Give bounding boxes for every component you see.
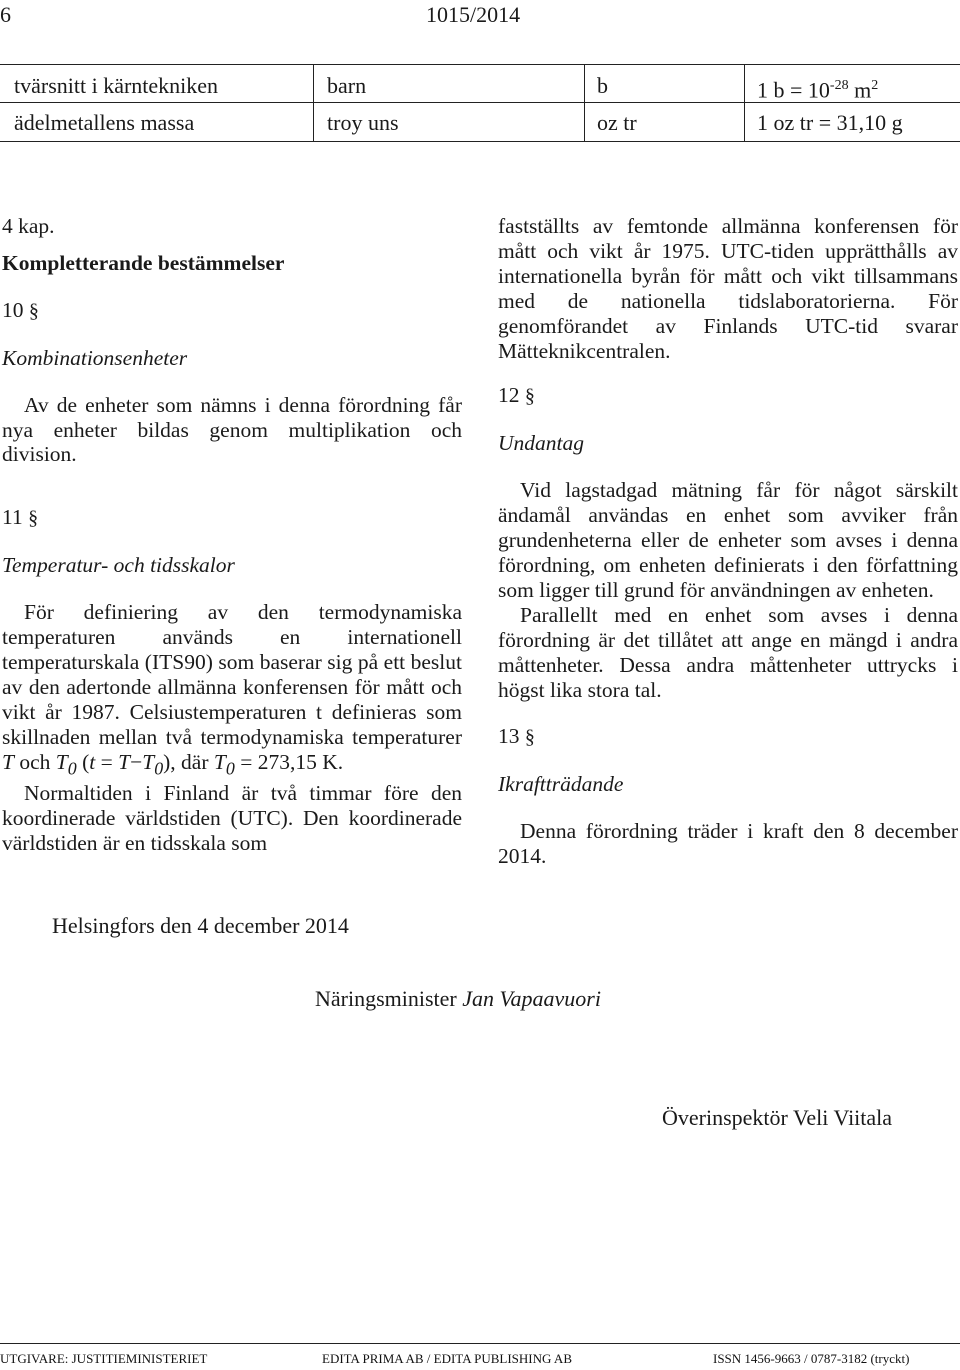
footer-printer: EDITA PRIMA AB / EDITA PUBLISHING AB (322, 1351, 572, 1366)
table-cell-definition: 1 oz tr = 31,10 g (757, 110, 903, 135)
footer-issn: ISSN 1456-9663 / 0787-3182 (tryckt) (713, 1351, 910, 1366)
section-10-number (2, 298, 462, 324)
inspector-signature: Överinspektör Veli Viitala (662, 1105, 893, 1130)
section-12-paragraph-2: Parallellt med en enhet som avses i denna förordning är det tillåtet att ange en mängd i andra måttenheter. Dessa andra måttenheter uttrycks i högst lika stora tal. (498, 602, 958, 702)
definition-exponent: -28 (829, 78, 849, 93)
table-col-divider (744, 64, 745, 142)
section-12-number (498, 383, 958, 409)
subscript-zero: 0 (154, 757, 164, 778)
section-sign: § (28, 299, 39, 322)
section-13-number (498, 724, 958, 750)
table-cell-unit: barn (327, 73, 367, 98)
table-bottom-rule (0, 141, 960, 142)
paragraph-text: och (13, 749, 56, 774)
minister-signature (315, 986, 601, 1012)
section-11-number (2, 505, 462, 531)
document-number: 1015/2014 (426, 2, 521, 27)
section-number: 13 (498, 724, 520, 749)
chapter-number: 4 kap. (2, 214, 55, 238)
page-number: 6 (0, 2, 11, 27)
symbol-T: T (55, 749, 68, 774)
table-cell-unit: troy uns (327, 110, 399, 135)
section-11-paragraph-1 (2, 600, 462, 781)
footer-rule (0, 1343, 960, 1344)
section-13-heading: Ikraftträdande (498, 772, 624, 797)
paragraph-text: = (95, 749, 119, 774)
footer-publisher: UTGIVARE: JUSTITIEMINISTERIET (0, 1351, 208, 1366)
left-column (2, 214, 462, 856)
section-11-heading: Temperatur- och tidsskalor (2, 553, 235, 578)
section-number: 10 (2, 297, 24, 322)
table-col-divider (313, 64, 314, 142)
section-10-text: Av de enheter som nämns i denna förordning får nya enheter bildas genom multiplikation och division. (2, 392, 462, 467)
subscript-zero: 0 (225, 757, 235, 778)
section-11-paragraph-2: Normaltiden i Finland är två timmar före den koordinerade världstiden (UTC). Den koordinerade världstiden är en tidsskala som (2, 780, 462, 855)
section-10-heading: Kombinationsenheter (2, 345, 188, 370)
section-13-text: Denna förordning träder i kraft den 8 december 2014. (498, 819, 958, 869)
minister-name: Jan Vapaavuori (462, 986, 601, 1011)
symbol-t: t (89, 749, 96, 774)
table-cell-quantity: tvärsnitt i kärntekniken (14, 73, 219, 98)
right-column (498, 214, 958, 869)
section-sign: § (28, 507, 39, 530)
table-cell-symbol: b (597, 73, 608, 98)
minus-sign: − (130, 749, 143, 774)
paragraph-text: = 273,15 K. (234, 749, 344, 774)
table-cell-quantity: ädelmetallens massa (14, 110, 195, 135)
table-cell-definition (757, 73, 878, 103)
definition-unit: m (848, 77, 872, 103)
symbol-T: T (142, 749, 155, 774)
table-top-rule (0, 64, 960, 65)
section-12-paragraph-1: Vid lagstadgad mätning får för något särskilt ändamål användas en enhet som avviker från grundenheterna eller de enheter som avses i denna förordning, om enheten definierats i den författning som ligger till grund för användningen av enheten. (498, 478, 958, 602)
definition-base: 1 b = 10 (757, 77, 830, 103)
subscript-zero: 0 (67, 757, 77, 778)
minister-title: Näringsminister (315, 986, 463, 1011)
section-number: 11 (2, 505, 23, 530)
definition-unit-exponent: 2 (871, 78, 879, 93)
table-col-divider (584, 64, 585, 142)
section-number: 12 (498, 383, 520, 408)
table-cell-symbol: oz tr (597, 110, 637, 135)
paragraph-text: ( (76, 749, 90, 774)
symbol-T: T (2, 749, 14, 774)
paragraph-text: För definiering av den termodynamiska temperaturen används en internationell temperaturskala (ITS90) som baserar sig på ett beslut av den adertonde allmänna konferensen för mått och vikt år 1987. Celsiustemperaturen t definieras som skillnaden mellan två termodynamiska temperaturer (2, 600, 462, 749)
symbol-T: T (213, 749, 226, 774)
section-12-heading: Undantag (498, 431, 584, 456)
section-sign: § (524, 726, 535, 749)
chapter-title: Kompletterande bestämmelser (2, 250, 285, 275)
section-sign: § (524, 385, 535, 408)
place-and-date: Helsingfors den 4 december 2014 (52, 913, 349, 938)
paragraph-text: ), där (163, 749, 214, 774)
symbol-T: T (118, 749, 131, 774)
section-11-continuation: fastställts av femtonde allmänna konferensen för mått och vikt år 1975. UTC-tiden upprätthålls av internationella byrån för mått och vikt tillsammans med de nationella tidslaboratorierna. För genomförandet av Finlands UTC-tid svarar Mätteknikcentralen. (498, 214, 958, 363)
